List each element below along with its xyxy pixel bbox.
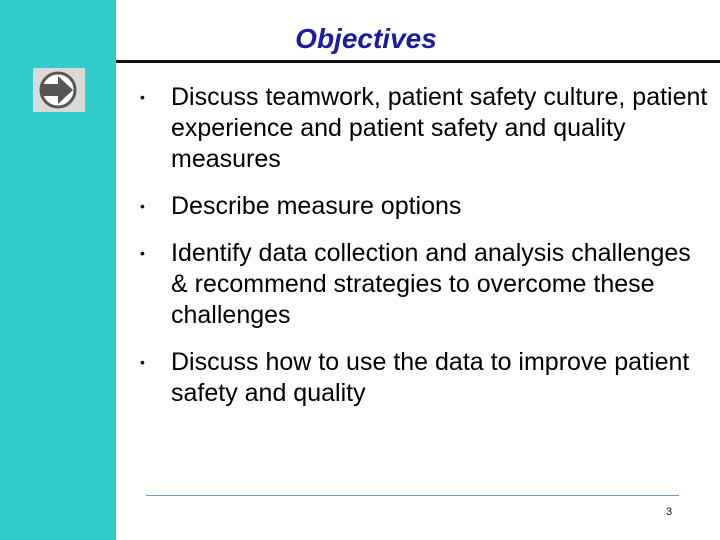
objective-item (140, 191, 710, 222)
bullet-icon: • (140, 245, 145, 261)
objective-item (140, 238, 710, 331)
objective-text: Identify data collection and analysis challenges & recommend strategies to overcome these challenges (171, 239, 691, 329)
objective-text: Describe measure options (171, 192, 462, 220)
objective-text: Discuss how to use the data to improve patient safety and quality (171, 348, 690, 407)
arrow-right-icon (33, 68, 85, 112)
bullet-icon: • (140, 354, 145, 370)
bullet-icon: • (140, 198, 145, 214)
page-number: 3 (666, 506, 673, 518)
objective-item (140, 82, 710, 175)
objective-item (140, 347, 710, 409)
footer-divider (146, 495, 679, 496)
slide-title: Objectives (295, 23, 437, 54)
objectives-list (140, 82, 710, 409)
title-divider (116, 60, 720, 63)
objective-text: Discuss teamwork, patient safety culture, patient experience and patient safety and quality measures (171, 83, 708, 173)
bullet-icon: • (140, 89, 145, 105)
